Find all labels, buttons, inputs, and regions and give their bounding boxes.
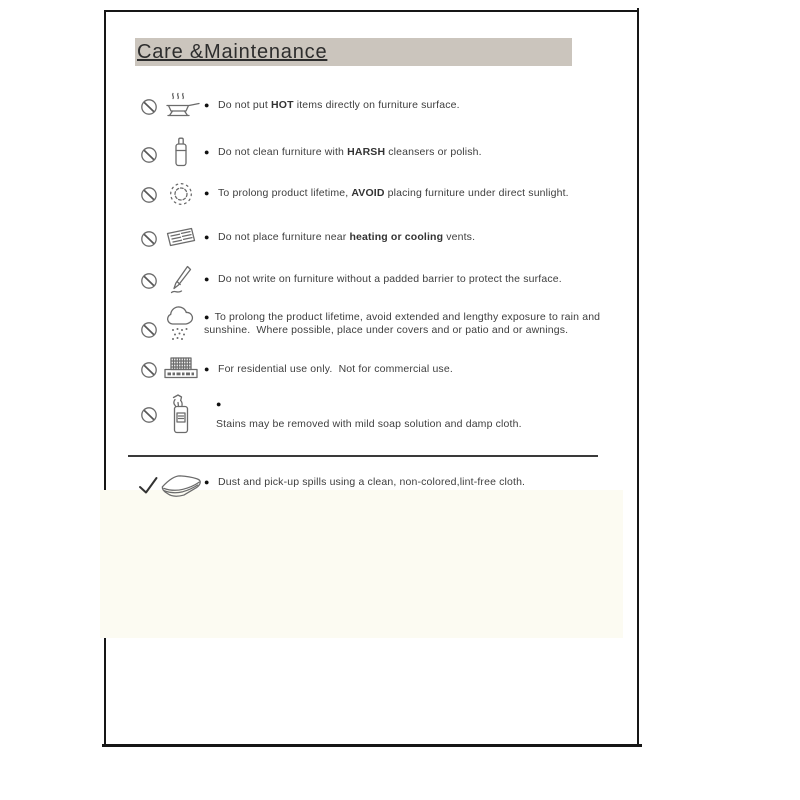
care-instruction-row [140, 392, 522, 435]
instruction-text: Dust and pick-up spills using a clean, non-colored,lint-free cloth. [218, 476, 526, 488]
vent-icon [158, 226, 204, 250]
sun-icon [158, 180, 204, 208]
prohibition-icon [140, 230, 158, 248]
pen-icon [158, 264, 204, 296]
care-instruction-row [140, 92, 460, 120]
spray-bottle-icon [158, 393, 204, 435]
instruction-text: ● To prolong the product lifetime, avoid extended and lengthy exposure to rain and sunshine. Where possible, place under covers and or patio and or awnings. [204, 311, 601, 336]
instruction-text: For residential use only. Not for commercial use. [218, 363, 453, 375]
hot-pan-icon [158, 92, 204, 120]
instruction-text: Do not write on furniture without a padded barrier to protect the surface. [218, 273, 562, 285]
bullet-icon: ● [204, 274, 210, 284]
bullet-icon: ● [204, 147, 210, 157]
prohibition-icon [140, 406, 158, 424]
care-instruction-row [140, 263, 562, 296]
instruction-text: Stains may be removed with mild soap solution and damp cloth. [216, 418, 522, 430]
bullet-icon: ● [204, 232, 210, 242]
commercial-building-icon [158, 356, 204, 382]
bullet-icon: ● [204, 188, 210, 198]
care-instruction-row [140, 179, 569, 208]
bullet-icon: ● [204, 477, 210, 487]
bullet-icon: ● [204, 312, 210, 322]
prohibition-icon [140, 186, 158, 204]
title-bar [135, 38, 572, 66]
rain-cloud-icon [158, 306, 204, 348]
prohibition-icon [140, 272, 158, 290]
separator-line [128, 455, 598, 457]
checkmark-icon [138, 475, 158, 495]
page-border-right [637, 8, 639, 746]
bullet-icon: ● [204, 364, 210, 374]
instruction-text: To prolong product lifetime, AVOID placing furniture under direct sunlight. [218, 187, 569, 199]
footer-blank-area [100, 490, 623, 638]
instruction-text: Do not put HOT items directly on furniture surface. [218, 99, 460, 111]
care-instruction-row [140, 469, 525, 499]
folded-cloth-icon [158, 471, 204, 499]
cleanser-bottle-icon [158, 136, 204, 168]
instruction-text: Do not clean furniture with HARSH cleansers or polish. [218, 146, 482, 158]
care-instruction-row [140, 224, 475, 250]
care-instruction-row [140, 136, 482, 168]
bullet-icon: ● [216, 399, 222, 409]
instruction-text: Do not place furniture near heating or cooling vents. [218, 231, 476, 243]
page-border-top [104, 10, 639, 12]
prohibition-icon [140, 98, 158, 116]
page-title: Care &Maintenance [137, 41, 328, 63]
care-instruction-row [140, 354, 453, 382]
page-border-bottom [102, 744, 642, 747]
instruction-text-block [216, 392, 522, 431]
care-instruction-row [140, 305, 600, 348]
prohibition-icon [140, 146, 158, 164]
prohibition-icon [140, 361, 158, 379]
prohibition-icon [140, 321, 158, 339]
bullet-icon: ● [204, 100, 210, 110]
